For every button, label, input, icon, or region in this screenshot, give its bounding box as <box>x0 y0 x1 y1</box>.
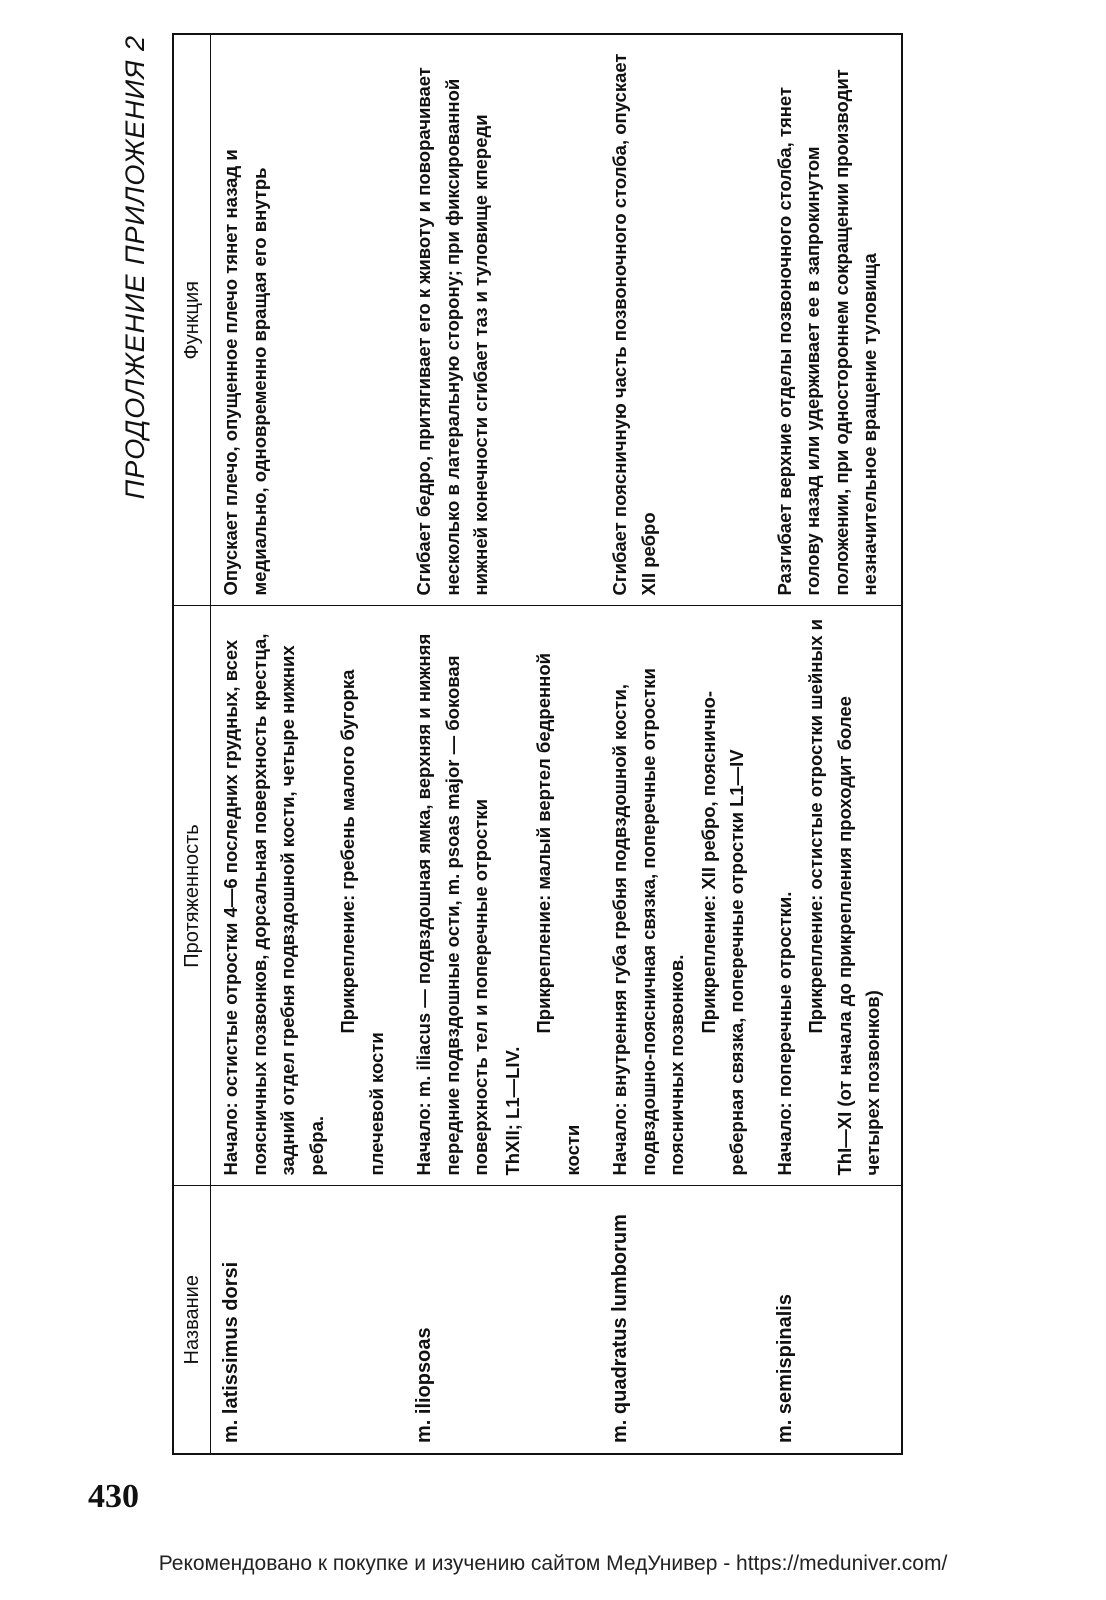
extent-vertebrae: ThXII; L1—LIV. <box>501 1046 523 1176</box>
extent-origin: Начало: поперечные отростки. <box>773 891 795 1176</box>
extent-origin: Начало: m. iliacus — подвздошная ямка, верхняя и нижняя передние подвздошные ости, m. psoas major — боковая поверхность тел и поперечные отростки <box>413 633 491 1176</box>
footer-recommendation: Рекомендовано к покупке и изучению сайтом МедУнивер - https://meduniver.com/ <box>158 1552 948 1575</box>
header-row <box>173 34 211 1454</box>
muscle-extent <box>600 606 765 1186</box>
extent-origin: Начало: остистые отростки 4—6 последних грудных, всех поясничных позвонков, дорсальная поверхность крестца, задний отдел гребня подвздошной кости, четыре нижних ребра. <box>220 633 327 1176</box>
extent-origin: Начало: внутренняя губа гребня подвздошной кости, подвздошно-поясничная связка, поперечные отростки поясничных позвонков. <box>609 668 687 1176</box>
column-header-extent: Протяженность <box>173 606 211 1186</box>
table-header <box>173 34 211 1454</box>
muscle-function: Сгибает поясничную часть позвоночного столба, опускает XII ребро <box>600 34 765 606</box>
muscle-extent <box>211 606 405 1186</box>
extent-insertion: Прикрепление: XII ребро, поясничнo-реберная связка, поперечные отростки L1—IV <box>697 690 747 1176</box>
table-row <box>600 34 765 1454</box>
running-head: ПРОДОЛЖЕНИЕ ПРИЛОЖЕНИЯ 2 <box>120 35 150 500</box>
muscle-extent <box>765 606 902 1186</box>
muscle-function: Разгибает верхние отделы позвоночного столба, тянет голову назад или удерживает ее в запрокинутом положении, при одностороннем сокращении производит незначительное вращение туловища <box>765 34 902 606</box>
table-row <box>765 34 902 1454</box>
muscle-function: Сгибает бедро, притягивает его к животу и поворачивает несколько в латеральную сторону; при фиксированной нижней конечности сгибает таз и туловище кпереди <box>404 34 600 606</box>
column-header-name: Название <box>173 1186 211 1454</box>
extent-insertion: Прикрепление: малый вертел бедренной кости <box>533 652 583 1176</box>
table-row <box>211 34 405 1454</box>
column-header-function: Функция <box>173 34 211 606</box>
muscle-function: Опускает плечо, опущенное плечо тянет назад и медиально, одновременно вращая его внутрь <box>211 34 405 606</box>
muscle-name: m. latissimus dorsi <box>211 1186 405 1454</box>
page-number: 430 <box>88 1478 139 1515</box>
table-row <box>404 34 600 1454</box>
table-body <box>211 34 902 1454</box>
extent-insertion: Прикрепление: гребень малого бугорка плечевой кости <box>337 669 387 1176</box>
muscle-extent <box>404 606 600 1186</box>
extent-insertion: Прикрепление: остистые отростки шейных и ThI—XI (от начала до прикрепления проходит более четырех позвонков) <box>805 618 883 1176</box>
muscle-name: m. quadratus lumborum <box>600 1186 765 1454</box>
muscle-name: m. semispinalis <box>765 1186 902 1454</box>
rotated-page <box>120 35 1106 1455</box>
muscle-table <box>172 33 903 1455</box>
muscle-name: m. iliopsoas <box>404 1186 600 1454</box>
